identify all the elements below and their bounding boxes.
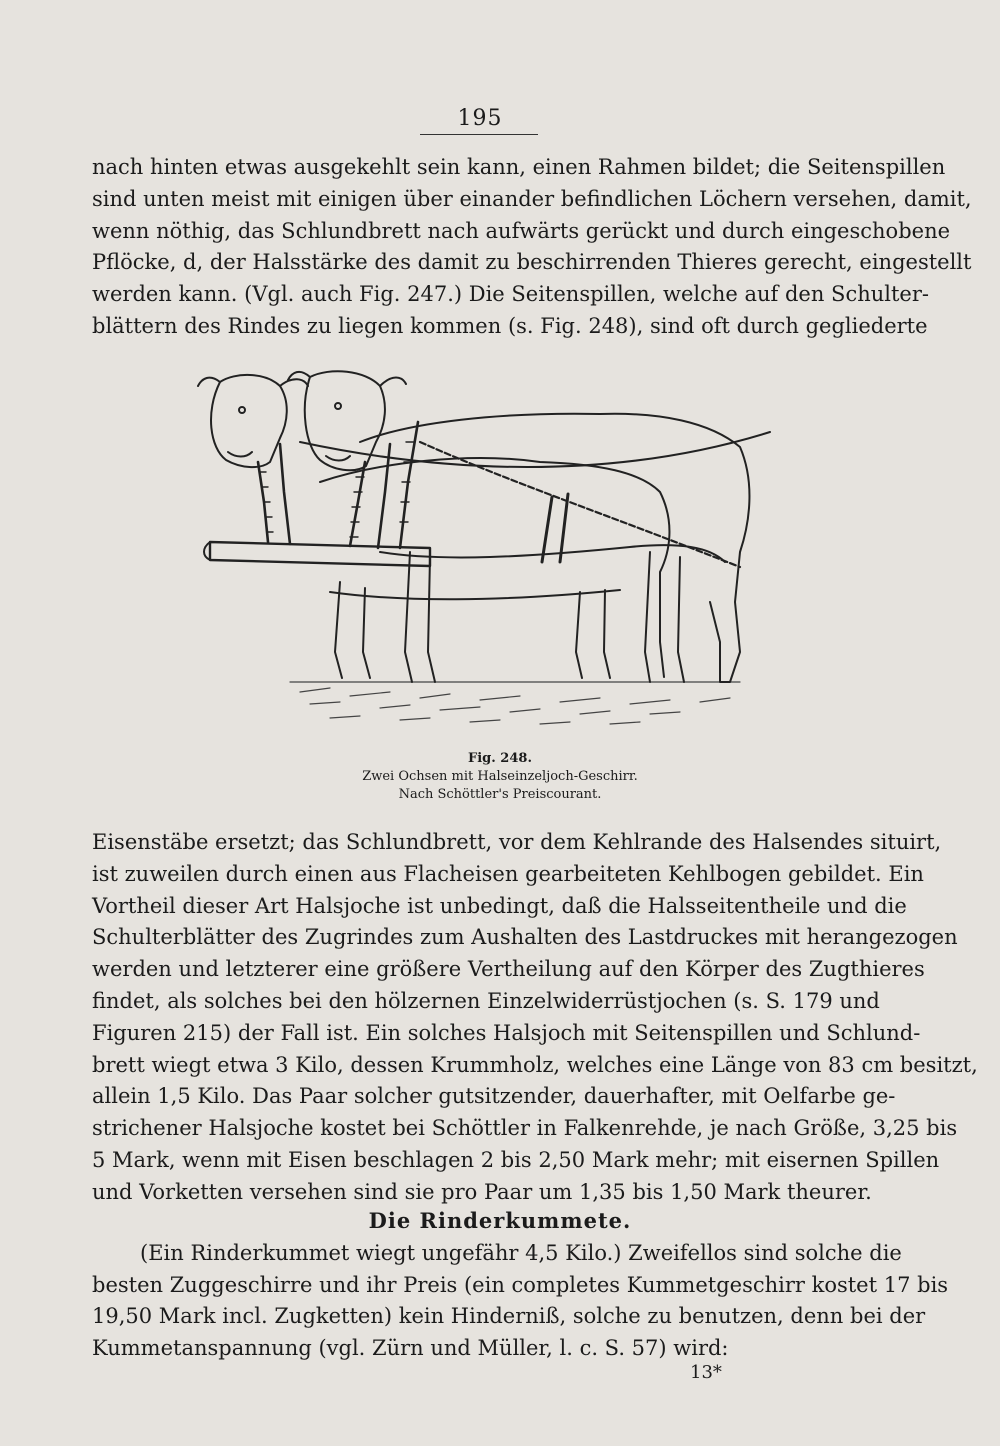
text-line: sind unten meist mit einigen über einander befindlichen Löchern versehen, damit, — [92, 186, 972, 211]
text-line: Pflöcke, d, der Halsstärke des damit zu beschirrenden Thieres gerecht, eingestellt — [92, 250, 972, 275]
paragraph-2 — [92, 827, 978, 1209]
text-line: Kummetanspannung (vgl. Zürn und Müller, l. c. S. 57) wird: — [92, 1335, 729, 1360]
paragraph-1 — [92, 152, 972, 343]
text-line: wenn nöthig, das Schlundbrett nach aufwärts gerückt und durch eingeschobene — [92, 218, 951, 243]
text-line: Schulterblätter des Zugrindes zum Aushalten des Lastdruckes mit herangezogen — [92, 925, 958, 950]
figure-title: Zwei Ochsen mit Halseinzeljoch-Geschirr. — [362, 769, 638, 784]
section-heading: Die Rinderkummete. — [368, 1208, 632, 1233]
figure-label: Fig. 248. — [468, 751, 532, 766]
text-line: (Ein Rinderkummet wiegt ungefähr 4,5 Kilo.) Zweifellos sind solche die — [140, 1241, 902, 1265]
text-line: und Vorketten versehen sind sie pro Paar um 1,35 bis 1,50 Mark theurer. — [92, 1179, 872, 1204]
figure-source: Nach Schöttler's Preiscourant. — [398, 787, 602, 802]
text-line: besten Zuggeschirre und ihr Preis (ein completes Kummetgeschirr kostet 17 bis — [92, 1272, 949, 1297]
text-line: 5 Mark, wenn mit Eisen beschlagen 2 bis 2,50 Mark mehr; mit eisernen Spillen — [92, 1147, 940, 1172]
oxen-yoke-drawing — [180, 352, 800, 752]
page-number: 195 — [457, 106, 503, 131]
header-rule — [420, 134, 538, 135]
text-line: werden und letzterer eine größere Vertheilung auf den Körper des Zugthieres — [92, 957, 925, 982]
text-line: werden kann. (Vgl. auch Fig. 247.) Die Seitenspillen, welche auf den Schulter- — [92, 282, 929, 307]
text-line: brett wiegt etwa 3 Kilo, dessen Krummholz, welches eine Länge von 83 cm besitzt, — [92, 1052, 978, 1077]
signature-mark: 13* — [690, 1362, 722, 1383]
text-line: 19,50 Mark incl. Zugketten) kein Hinderniß, solche zu benutzen, denn bei der — [92, 1304, 926, 1328]
text-line: ist zuweilen durch einen aus Flacheisen gearbeiteten Kehlbogen gebildet. Ein — [92, 861, 924, 886]
text-line: blättern des Rindes zu liegen kommen (s. Fig. 248), sind oft durch gegliederte — [92, 313, 928, 338]
text-line: allein 1,5 Kilo. Das Paar solcher gutsitzender, dauerhafter, mit Oelfarbe ge- — [92, 1084, 896, 1109]
text-line: findet, als solches bei den hölzernen Einzelwiderrüstjochen (s. S. 179 und — [92, 988, 880, 1013]
paragraph-3 — [92, 1238, 949, 1364]
text-line: strichener Halsjoche kostet bei Schöttler in Falkenrehde, je nach Größe, 3,25 bis — [92, 1116, 958, 1141]
figure-oxen-illustration — [180, 352, 800, 752]
text-line: nach hinten etwas ausgekehlt sein kann, einen Rahmen bildet; die Seitenspillen — [92, 155, 946, 179]
text-line: Eisenstäbe ersetzt; das Schlundbrett, vor dem Kehlrande des Halsendes situirt, — [92, 830, 942, 854]
text-line: Vortheil dieser Art Halsjoche ist unbedingt, daß die Halsseitentheile und die — [92, 893, 907, 918]
text-line: Figuren 215) der Fall ist. Ein solches Halsjoch mit Seitenspillen und Schlund- — [92, 1020, 921, 1045]
